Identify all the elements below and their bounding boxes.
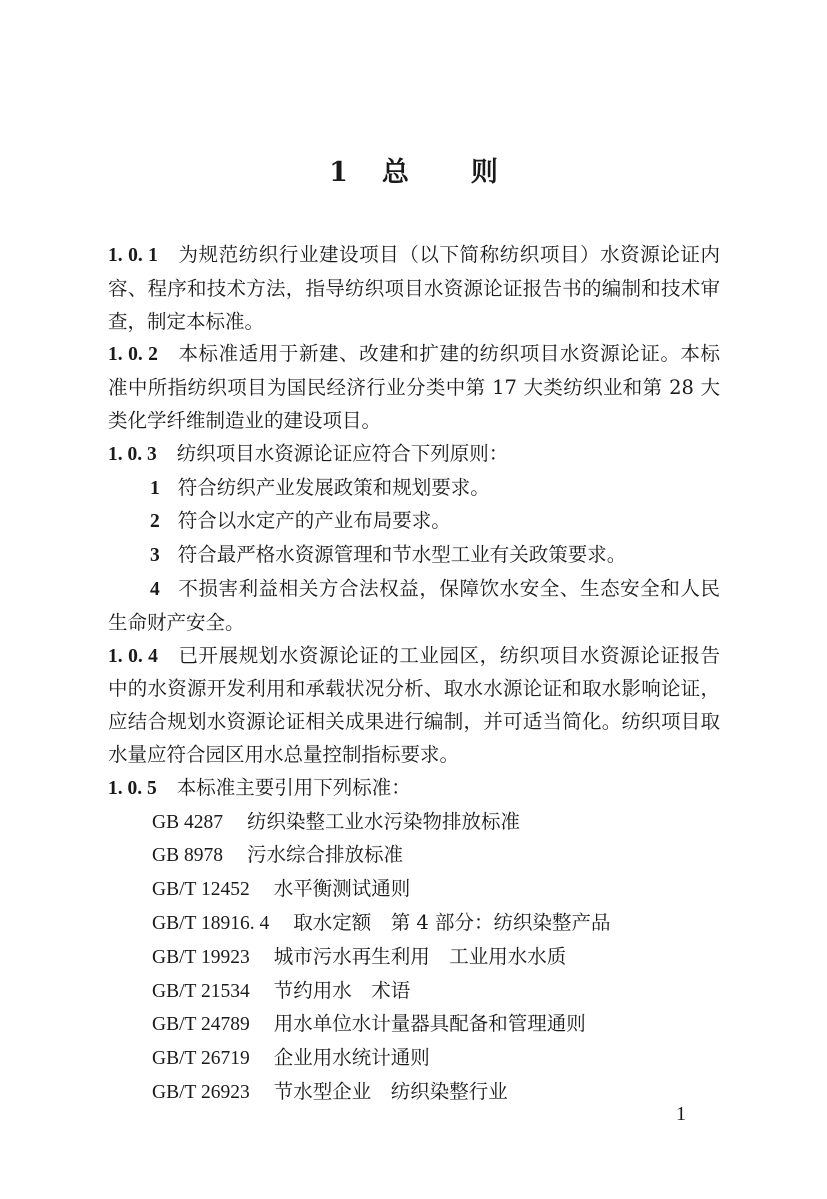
item-text: 符合最严格水资源管理和节水型工业有关政策要求。 <box>177 543 627 567</box>
standard-code: GB/T 24789 <box>152 1014 250 1036</box>
standard-title: 取水定额 第 4 部分：纺织染整产品 <box>293 910 611 934</box>
standard-reference <box>108 806 720 840</box>
principle-item <box>108 472 720 506</box>
standard-reference <box>108 1042 720 1076</box>
clause-number: 1. 0. 5 <box>108 777 157 799</box>
standard-reference <box>108 941 720 975</box>
item-number: 4 <box>150 578 160 600</box>
standard-code: GB/T 19923 <box>152 946 250 968</box>
standard-reference <box>108 1076 720 1110</box>
clause-number: 1. 0. 4 <box>108 645 158 667</box>
clause-text: 纺织项目水资源论证应符合下列原则： <box>176 441 509 465</box>
item-number: 2 <box>150 511 160 533</box>
standard-reference <box>108 1008 720 1042</box>
standard-code: GB 4287 <box>152 811 223 833</box>
chapter-body <box>108 239 720 1110</box>
principle-item <box>108 539 720 573</box>
clause-text: 为规范纺织行业建设项目（以下简称纺织项目）水资源论证内容、程序和技术方法，指导纺织项目水资源论证报告书的编制和技术审查，制定本标准。 <box>108 243 720 333</box>
standard-title: 水平衡测试通则 <box>273 877 411 901</box>
clause-text: 已开展规划水资源论证的工业园区，纺织项目水资源论证报告中的水资源开发利用和承载状况分析、取水水源论证和取水影响论证，应结合规划水资源论证相关成果进行编制，并可适当简化。纺织项目取水量应符合园区用水总量控制指标要求。 <box>108 643 720 766</box>
clause-text: 本标准主要引用下列标准： <box>176 775 411 799</box>
chapter-title-char-1: 总 <box>381 157 409 188</box>
clause-1-0-2 <box>108 338 720 437</box>
chapter-number: 1 <box>329 157 348 188</box>
item-text: 符合以水定产的产业布局要求。 <box>177 509 451 533</box>
standard-reference <box>108 907 720 941</box>
standard-title: 纺织染整工业水污染物排放标准 <box>246 809 520 833</box>
standard-reference <box>108 975 720 1009</box>
standard-code: GB/T 21534 <box>152 980 250 1002</box>
standard-code: GB/T 18916. 4 <box>152 912 270 934</box>
clause-1-0-4 <box>108 640 720 772</box>
clause-number: 1. 0. 2 <box>108 344 158 366</box>
standard-code: GB/T 26923 <box>152 1081 250 1103</box>
clause-text: 本标准适用于新建、改建和扩建的纺织项目水资源论证。本标准中所指纺织项目为国民经济行业分类中第 17 大类纺织业和第 28 大类化学纤维制造业的建设项目。 <box>108 342 720 432</box>
standard-code: GB/T 26719 <box>152 1048 250 1070</box>
clause-number: 1. 0. 1 <box>108 245 158 266</box>
clause-1-0-5 <box>108 772 720 806</box>
standard-title: 节约用水 术语 <box>273 978 411 1002</box>
standard-code: GB/T 12452 <box>152 879 250 901</box>
clause-1-0-1 <box>108 239 720 338</box>
item-text: 符合纺织产业发展政策和规划要求。 <box>177 475 490 499</box>
item-number: 1 <box>150 477 160 499</box>
standard-title: 城市污水再生利用 工业用水水质 <box>273 944 567 968</box>
item-text: 不损害利益相关方合法权益，保障饮水安全、生态安全和人民生命财产安全。 <box>108 576 720 634</box>
standard-title: 节水型企业 纺织染整行业 <box>273 1079 508 1103</box>
standard-reference <box>108 839 720 873</box>
principle-item <box>108 505 720 539</box>
principle-item <box>108 573 720 640</box>
standard-title: 用水单位水计量器具配备和管理通则 <box>273 1012 586 1036</box>
clause-1-0-3 <box>108 438 720 472</box>
chapter-title <box>0 154 827 192</box>
item-number: 3 <box>150 545 160 567</box>
standard-reference <box>108 873 720 907</box>
clause-number: 1. 0. 3 <box>108 443 157 465</box>
standard-code: GB 8978 <box>152 845 223 867</box>
page-number: 1 <box>676 1103 686 1125</box>
chapter-title-char-2: 则 <box>470 157 498 188</box>
standard-title: 企业用水统计通则 <box>273 1046 430 1070</box>
standard-title: 污水综合排放标准 <box>246 843 403 867</box>
